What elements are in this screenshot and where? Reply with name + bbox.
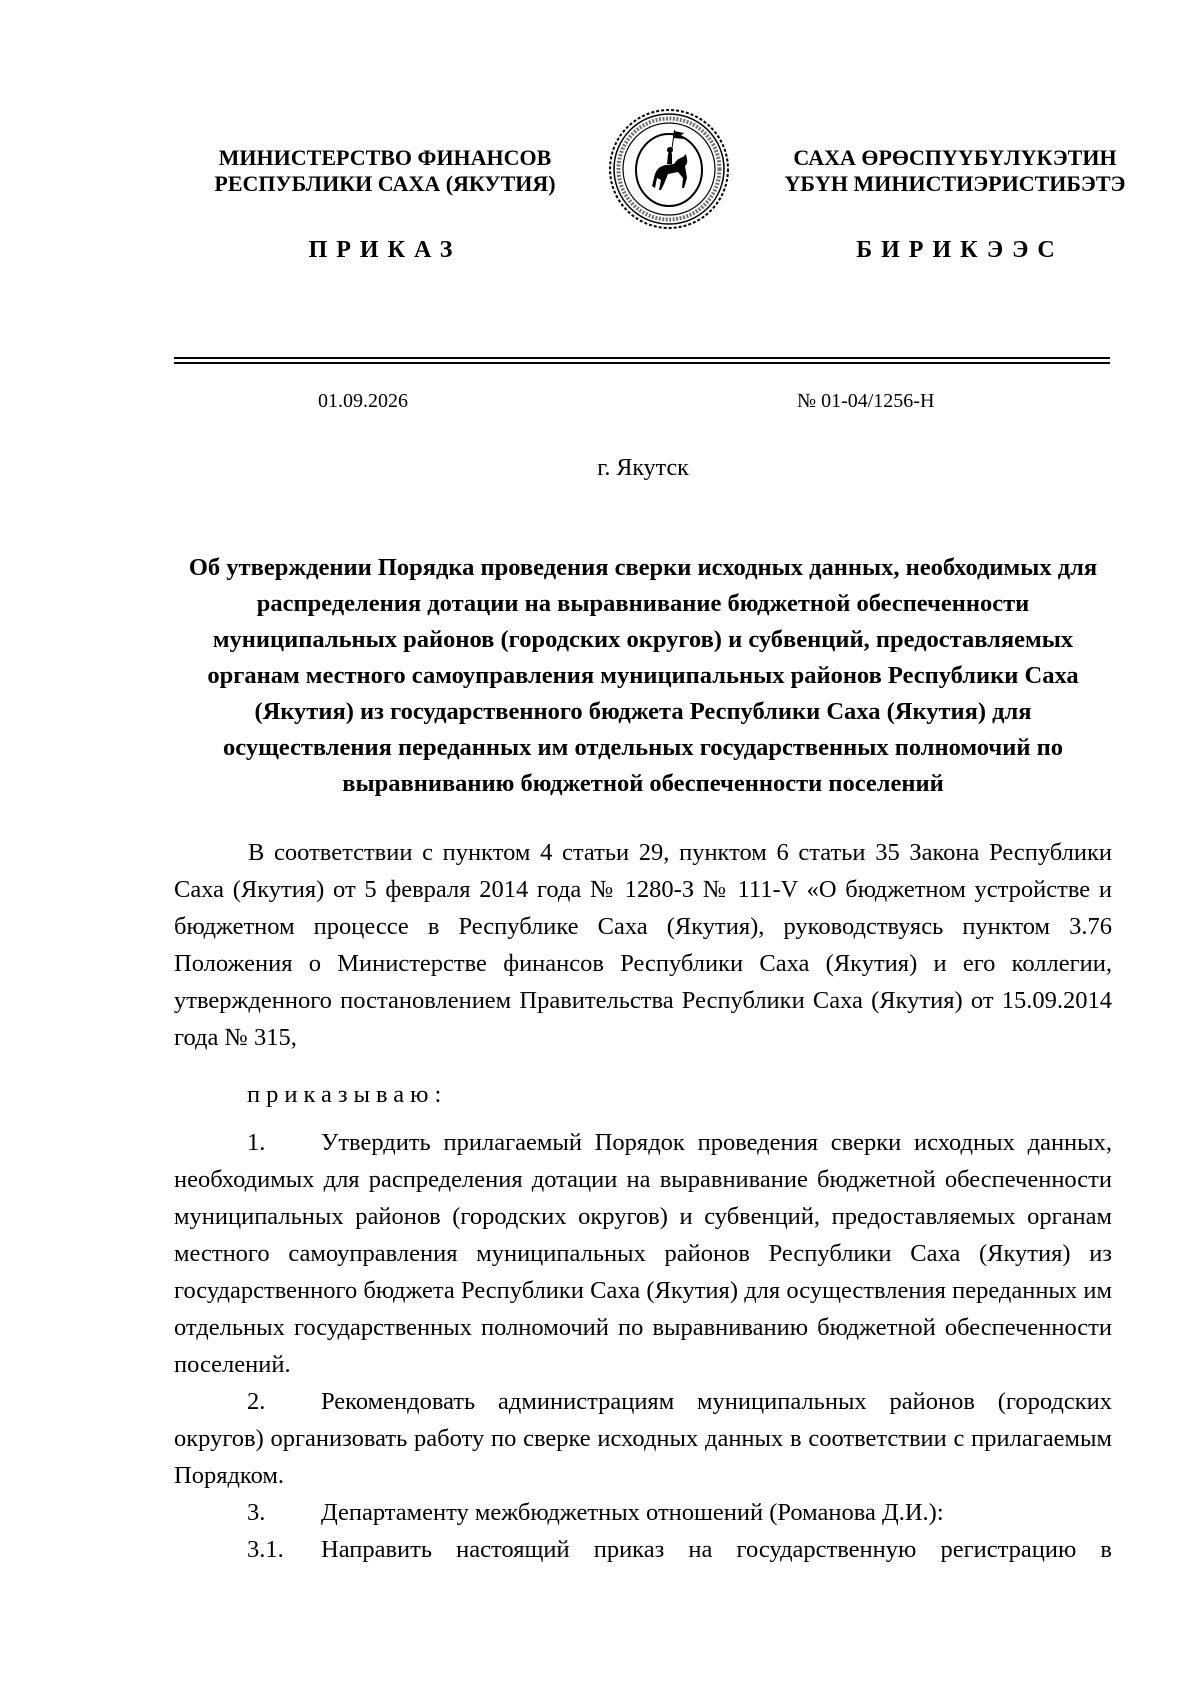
order-item-number: 2.: [247, 1388, 266, 1415]
ministry-name-ru-line2: РЕСПУБЛИКИ САХА (ЯКУТИЯ): [214, 171, 556, 196]
order-item: [174, 1124, 1112, 1383]
order-item-number: 1.: [247, 1129, 266, 1156]
coat-of-arms-emblem-icon: [608, 108, 730, 230]
order-item-number: 3.: [247, 1499, 266, 1526]
order-title: Об утверждении Порядка проведения сверки исходных данных, необходимых для распределения дотации на выравнивание бюджетной обеспеченности муниципальных районов (городских округов) и субвенций, предоставляемых органам местного самоуправления муниципальных районов Республики Саха (Якутия) из государственного бюджета Республики Саха (Якутия) для осуществления переданных им отдельных государственных полномочий по выравниванию бюджетной обеспеченности поселений: [188, 554, 1098, 797]
ministry-name-ru: [175, 145, 595, 197]
order-item-text: Департаменту межбюджетных отношений (Романова Д.И.):: [321, 1499, 944, 1526]
order-city: г. Якутск: [597, 455, 689, 481]
ministry-name-sakha: [745, 145, 1165, 197]
order-heading-sakha: БИРИКЭЭС: [856, 237, 1064, 263]
order-directive-word: приказываю:: [247, 1081, 448, 1108]
order-item: [174, 1494, 1112, 1531]
ministry-name-sakha-line2: ҮБҮН МИНИСТИЭРИСТИБЭТЭ: [784, 171, 1126, 196]
header-divider-top: [174, 357, 1110, 359]
order-date: 01.09.2026: [318, 390, 408, 412]
order-item-number: 3.1.: [247, 1536, 284, 1563]
ministry-name-sakha-line1: САХА ӨРӨСПҮҮБҮЛҮКЭТИН: [793, 145, 1117, 170]
order-item-text: Рекомендовать администрациям муниципальных районов (городских округов) организовать работу по сверке исходных данных в соответствии с прилагаемым Порядком.: [174, 1388, 1112, 1489]
order-item: [174, 1531, 1112, 1568]
order-heading-ru: ПРИКАЗ: [308, 237, 462, 263]
header-divider-bottom: [174, 362, 1110, 364]
order-items-list: [174, 1124, 1112, 1568]
order-item-text: Направить настоящий приказ на государственную регистрацию в: [321, 1536, 1112, 1563]
ministry-name-ru-line1: МИНИСТЕРСТВО ФИНАНСОВ: [218, 145, 552, 170]
order-number: № 01-04/1256-Н: [797, 390, 935, 412]
order-item: [174, 1383, 1112, 1494]
order-preamble: В соответствии с пунктом 4 статьи 29, пунктом 6 статьи 35 Закона Республики Саха (Якутия) от 5 февраля 2014 года № 1280-З № 111-V «О бюджетном устройстве и бюджетном процессе в Республике Саха (Якутия), руководствуясь пунктом 3.76 Положения о Министерстве финансов Республики Саха (Якутия) и его коллегии, утвержденного постановлением Правительства Республики Саха (Якутия) от 15.09.2014 года № 315,: [174, 839, 1112, 1051]
order-item-text: Утвердить прилагаемый Порядок проведения сверки исходных данных, необходимых для распределения дотации на выравнивание бюджетной обеспеченности муниципальных районов (городских округов) и субвенций, предоставляемых органам местного самоуправления муниципальных районов Республики Саха (Якутия) из государственного бюджета Республики Саха (Якутия) для осуществления переданных им отдельных государственных полномочий по выравниванию бюджетной обеспеченности поселений.: [174, 1129, 1112, 1378]
